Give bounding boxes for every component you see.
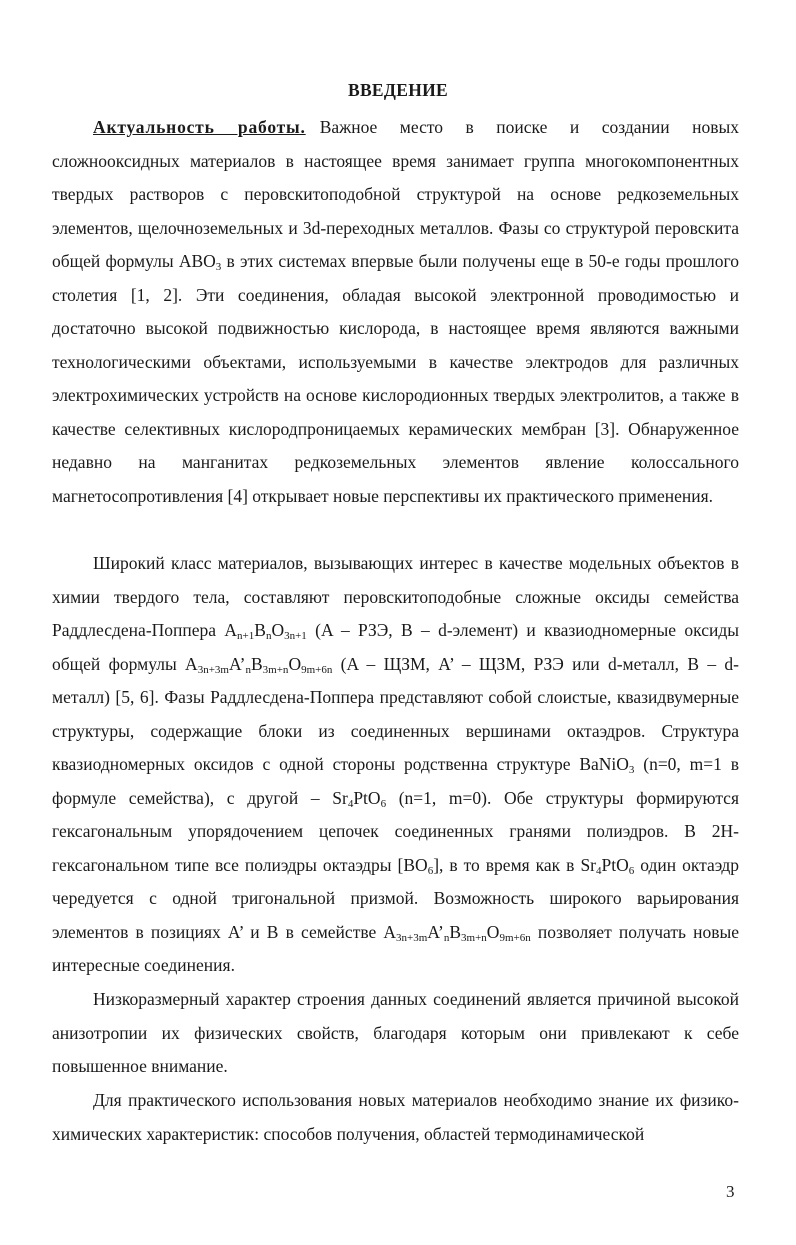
page-number: 3 <box>726 1182 735 1201</box>
paragraph-anisotropy: Низкоразмерный характер строения данных соединений является причиной высокой анизотропии их физических свойств, благодаря которым они привлекают к себе повышенное внимание. <box>52 989 739 1076</box>
paragraph-text: Важное место в поиске и создании новых сложнооксидных материалов в настоящее время занимает группа многокомпонентных твердых растворов с перовскитоподобной структурой на основе редкоземельных элементов, щелочноземельных и 3d-переходных металлов. Фазы со структурой перовскита общей формулы $ABO_3$ в этих системах впервые были получены еще в 50-е годы прошлого столетия [1, 2]. Эти соединения, обладая высокой электронной проводимостью и достаточно высокой подвижностью кислорода, в настоящее время являются важными технологическими объектами, используемыми в качестве электродов для различных электрохимических устройств на основе кислородионных твердых электролитов, а также в качестве селективных кислородпроницаемых керамических мембран [3]. Обнаруженное недавно на манганитах редкоземельных элементов явление колоссального магнетосопротивления [4] открывает новые перспективы их практического применения. <box>52 117 739 506</box>
paragraph-relevance <box>52 111 739 513</box>
paragraph-ruddlesden-popper: Широкий класс материалов, вызывающих интерес в качестве модельных объектов в химии твердого тела, составляют перовскитоподобные сложные оксиды семейства Раддлесдена-Поппера $A_{n+1}B_nO_{3n+1}$ (A – РЗЭ, B – d-элемент) и квазиодномерные оксиды общей формулы $A_{3n+3m}A’_nB_{3m+n}O_{9m+6n}$ (A – ЩЗМ, A’ – ЩЗМ, РЗЭ или d-металл, B – d-металл) [5, 6]. Фазы Раддлесдена-Поппера представляют собой слоистые, квазидвумерные структуры, содержащие блоки из соединенных вершинами октаэдров. Структура квазиодномерных оксидов с одной стороны родственна структуре BaNiO$_3$ (n=0, m=1 в формуле семейства), с другой – $Sr_4PtO_6$ (n=1, m=0). Обе структуры формируются гексагональным упорядочением цепочек соединенных гранями полиэдров. В 2H-гексагональном типе все полиэдры октаэдры $[BO_6]$, в то время как в $Sr_4PtO_6$ один октаэдр чередуется с одной тригональной призмой. Возможность широкого варьирования элементов в позициях A’ и B в семействе $A_{3n+3m}A’_nB_{3m+n}O_{9m+6n}$ позволяет получать новые интересные соединения. <box>52 553 740 975</box>
page-title: ВВЕДЕНИЕ <box>347 80 449 100</box>
paragraph-lead: Актуальность работы. <box>93 117 306 137</box>
paragraph-practical-use: Для практического использования новых материалов необходимо знание их физико-химических характеристик: способов получения, областей термодинамической <box>52 1090 739 1144</box>
